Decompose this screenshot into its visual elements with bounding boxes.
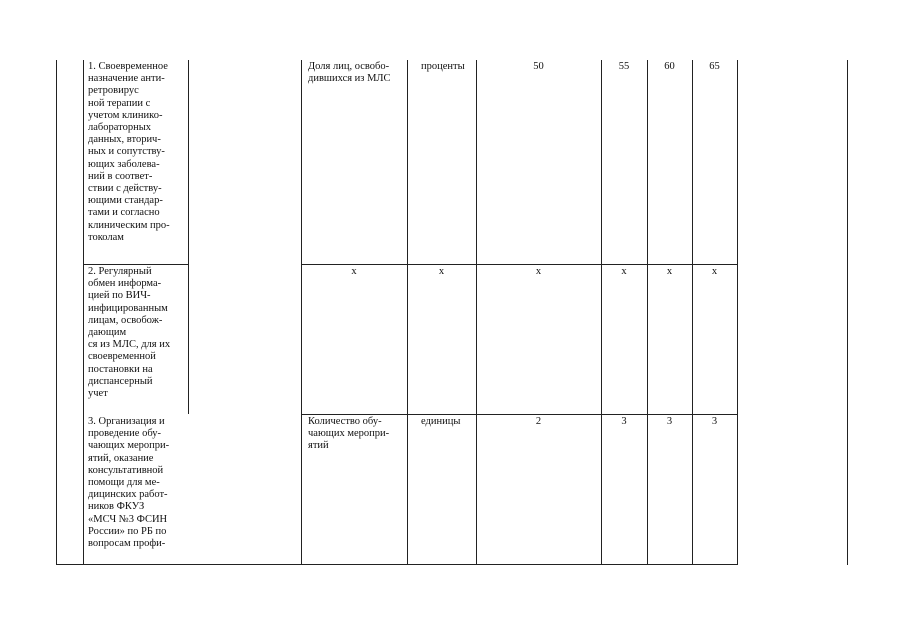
value-cell: 60 (664, 61, 675, 72)
table-bottom (56, 564, 737, 565)
measure-cell: 2. Регулярный обмен информа- цией по ВИЧ- инфицированным лицам, освобож- дающим ся из МЛС, для их своевременной постановки на диспансерный учет (88, 266, 171, 400)
value-cell: 50 (533, 61, 544, 72)
measure-cell: 1. Своевременное назначение анти- ретровирус ной терапии с учетом клинико- лабораторных данных, вторич- ных и сопутству- ющих заболева- ний в соответ- ствии с действу- ющими стандар- тами и согласно клиническим про- токолам (88, 61, 170, 243)
value-cell: 3 (621, 416, 627, 427)
table-border (737, 60, 738, 565)
value-cell: х (711, 266, 718, 277)
table-border (301, 60, 302, 565)
unit-cell: х (438, 266, 445, 277)
table-border (601, 60, 602, 565)
table-border (476, 60, 477, 565)
row-divider (301, 264, 737, 265)
unit-cell: проценты (421, 61, 465, 72)
value-cell: 2 (535, 416, 542, 427)
indicator-cell: х (351, 266, 357, 277)
row-divider (301, 414, 737, 415)
value-cell: х (666, 266, 673, 277)
value-cell: 3 (711, 416, 718, 427)
value-cell: 3 (666, 416, 673, 427)
measure-cell: 3. Организация и проведение обу- чающих меропри- ятий, оказание консультативной помощи для ме- дицинских работ- ников ФКУЗ «МСЧ №3 ФСИН России» по РБ по вопросам профи- (88, 416, 170, 550)
table-border (188, 60, 189, 414)
table-border (692, 60, 693, 565)
value-cell: х (535, 266, 542, 277)
value-cell: х (621, 266, 627, 277)
value-cell: 65 (709, 61, 720, 72)
table-border (407, 60, 408, 565)
row-divider (83, 264, 188, 265)
value-cell: 55 (618, 61, 630, 72)
table-border-left (56, 60, 57, 565)
table-border-right (847, 60, 848, 565)
unit-cell: единицы (421, 416, 461, 427)
indicator-cell: Количество обу- чающих меропри- ятий (308, 416, 390, 452)
table-border (647, 60, 648, 565)
table-border (83, 60, 84, 565)
indicator-cell: Доля лиц, освобо- дившихся из МЛС (308, 61, 391, 85)
